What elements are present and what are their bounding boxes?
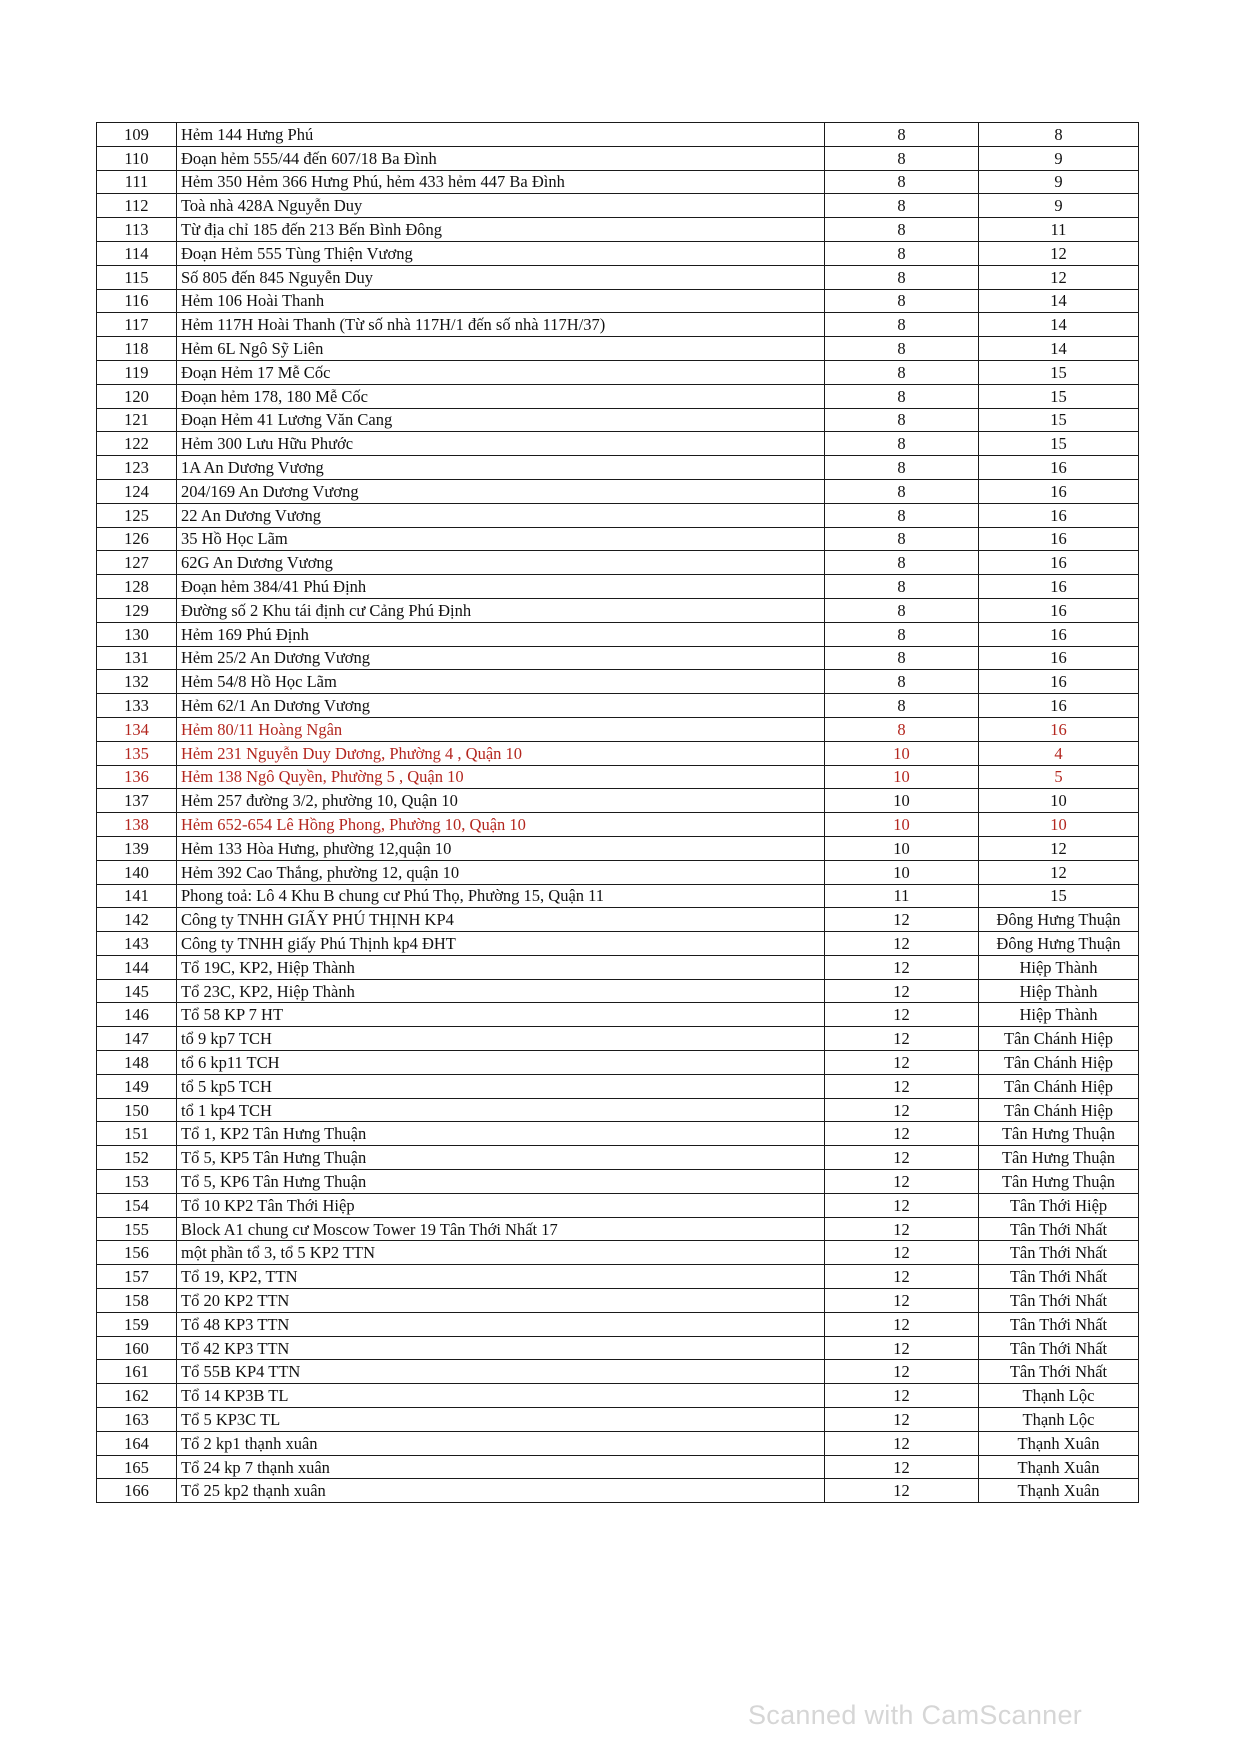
- table-row: [97, 146, 1139, 170]
- table-row: [97, 1479, 1139, 1503]
- table-row: [97, 741, 1139, 765]
- table-row: [97, 289, 1139, 313]
- district-cell: 8: [825, 265, 979, 289]
- location-name-cell: Tổ 19, KP2, TTN: [177, 1265, 825, 1289]
- row-number-cell: 116: [97, 289, 177, 313]
- location-name-cell: 1A An Dương Vương: [177, 456, 825, 480]
- location-name-cell: Tổ 5, KP5 Tân Hưng Thuận: [177, 1146, 825, 1170]
- location-table-body: [97, 123, 1139, 1503]
- row-number-cell: 122: [97, 432, 177, 456]
- location-name-cell: Hẻm 257 đường 3/2, phường 10, Quận 10: [177, 789, 825, 813]
- row-number-cell: 166: [97, 1479, 177, 1503]
- row-number-cell: 129: [97, 598, 177, 622]
- table-row: [97, 622, 1139, 646]
- district-cell: 8: [825, 456, 979, 480]
- location-name-cell: Đoạn Hẻm 555 Tùng Thiện Vương: [177, 241, 825, 265]
- ward-cell: Hiệp Thành: [979, 1003, 1139, 1027]
- district-cell: 8: [825, 622, 979, 646]
- location-name-cell: Đoạn Hẻm 17 Mễ Cốc: [177, 360, 825, 384]
- table-row: [97, 1431, 1139, 1455]
- ward-cell: 16: [979, 551, 1139, 575]
- table-row: [97, 955, 1139, 979]
- location-name-cell: 35 Hồ Học Lãm: [177, 527, 825, 551]
- ward-cell: 12: [979, 860, 1139, 884]
- table-row: [97, 1217, 1139, 1241]
- table-row: [97, 1241, 1139, 1265]
- ward-cell: Tân Thới Nhất: [979, 1312, 1139, 1336]
- table-row: [97, 1170, 1139, 1194]
- location-name-cell: Tổ 2 kp1 thạnh xuân: [177, 1431, 825, 1455]
- row-number-cell: 154: [97, 1193, 177, 1217]
- row-number-cell: 153: [97, 1170, 177, 1194]
- table-row: [97, 218, 1139, 242]
- row-number-cell: 160: [97, 1336, 177, 1360]
- ward-cell: 9: [979, 146, 1139, 170]
- location-name-cell: Hẻm 350 Hẻm 366 Hưng Phú, hẻm 433 hẻm 447 Ba Đình: [177, 170, 825, 194]
- district-cell: 10: [825, 741, 979, 765]
- location-name-cell: Tổ 5 KP3C TL: [177, 1408, 825, 1432]
- location-name-cell: Đoạn hẻm 555/44 đến 607/18 Ba Đình: [177, 146, 825, 170]
- ward-cell: 14: [979, 313, 1139, 337]
- ward-cell: 14: [979, 289, 1139, 313]
- ward-cell: 12: [979, 241, 1139, 265]
- ward-cell: Tân Thới Hiệp: [979, 1193, 1139, 1217]
- table-row: [97, 360, 1139, 384]
- ward-cell: Hiệp Thành: [979, 979, 1139, 1003]
- table-row: [97, 1455, 1139, 1479]
- ward-cell: Tân Hưng Thuận: [979, 1122, 1139, 1146]
- table-row: [97, 836, 1139, 860]
- table-row: [97, 979, 1139, 1003]
- table-row: [97, 1074, 1139, 1098]
- location-name-cell: 204/169 An Dương Vương: [177, 479, 825, 503]
- ward-cell: 16: [979, 694, 1139, 718]
- district-cell: 8: [825, 432, 979, 456]
- row-number-cell: 130: [97, 622, 177, 646]
- district-cell: 12: [825, 1360, 979, 1384]
- location-name-cell: Toà nhà 428A Nguyễn Duy: [177, 194, 825, 218]
- table-row: [97, 527, 1139, 551]
- table-row: [97, 765, 1139, 789]
- row-number-cell: 143: [97, 932, 177, 956]
- row-number-cell: 114: [97, 241, 177, 265]
- table-row: [97, 170, 1139, 194]
- table-row: [97, 717, 1139, 741]
- district-cell: 10: [825, 836, 979, 860]
- row-number-cell: 150: [97, 1098, 177, 1122]
- ward-cell: Tân Hưng Thuận: [979, 1170, 1139, 1194]
- location-name-cell: Hẻm 80/11 Hoàng Ngân: [177, 717, 825, 741]
- table-row: [97, 1098, 1139, 1122]
- row-number-cell: 148: [97, 1051, 177, 1075]
- ward-cell: Đông Hưng Thuận: [979, 908, 1139, 932]
- ward-cell: Tân Hưng Thuận: [979, 1146, 1139, 1170]
- row-number-cell: 156: [97, 1241, 177, 1265]
- location-table: [96, 122, 1139, 1503]
- location-name-cell: Hẻm 62/1 An Dương Vương: [177, 694, 825, 718]
- table-row: [97, 1146, 1139, 1170]
- table-row: [97, 241, 1139, 265]
- location-name-cell: Tổ 48 KP3 TTN: [177, 1312, 825, 1336]
- district-cell: 12: [825, 979, 979, 1003]
- location-name-cell: Tổ 58 KP 7 HT: [177, 1003, 825, 1027]
- location-name-cell: Đoạn Hẻm 41 Lương Văn Cang: [177, 408, 825, 432]
- district-cell: 8: [825, 170, 979, 194]
- row-number-cell: 159: [97, 1312, 177, 1336]
- table-row: [97, 1265, 1139, 1289]
- ward-cell: Thạnh Xuân: [979, 1455, 1139, 1479]
- district-cell: 12: [825, 1074, 979, 1098]
- district-cell: 12: [825, 1122, 979, 1146]
- district-cell: 12: [825, 955, 979, 979]
- row-number-cell: 127: [97, 551, 177, 575]
- location-name-cell: Tổ 10 KP2 Tân Thới Hiệp: [177, 1193, 825, 1217]
- row-number-cell: 124: [97, 479, 177, 503]
- ward-cell: 16: [979, 503, 1139, 527]
- district-cell: 12: [825, 1384, 979, 1408]
- district-cell: 12: [825, 908, 979, 932]
- district-cell: 8: [825, 598, 979, 622]
- district-cell: 12: [825, 1003, 979, 1027]
- scanner-watermark: Scanned with CamScanner: [748, 1700, 1083, 1730]
- row-number-cell: 135: [97, 741, 177, 765]
- location-name-cell: Tổ 25 kp2 thạnh xuân: [177, 1479, 825, 1503]
- row-number-cell: 136: [97, 765, 177, 789]
- ward-cell: 15: [979, 384, 1139, 408]
- table-row: [97, 479, 1139, 503]
- location-name-cell: Phong toả: Lô 4 Khu B chung cư Phú Thọ, Phường 15, Quận 11: [177, 884, 825, 908]
- row-number-cell: 138: [97, 813, 177, 837]
- district-cell: 12: [825, 1265, 979, 1289]
- ward-cell: Thạnh Xuân: [979, 1479, 1139, 1503]
- district-cell: 12: [825, 1051, 979, 1075]
- row-number-cell: 109: [97, 123, 177, 147]
- ward-cell: 16: [979, 598, 1139, 622]
- row-number-cell: 155: [97, 1217, 177, 1241]
- table-row: [97, 194, 1139, 218]
- ward-cell: Tân Thới Nhất: [979, 1336, 1139, 1360]
- district-cell: 8: [825, 408, 979, 432]
- table-row: [97, 1360, 1139, 1384]
- row-number-cell: 158: [97, 1289, 177, 1313]
- row-number-cell: 140: [97, 860, 177, 884]
- table-row: [97, 456, 1139, 480]
- row-number-cell: 149: [97, 1074, 177, 1098]
- district-cell: 12: [825, 1479, 979, 1503]
- location-name-cell: tổ 6 kp11 TCH: [177, 1051, 825, 1075]
- ward-cell: 16: [979, 575, 1139, 599]
- district-cell: 8: [825, 503, 979, 527]
- row-number-cell: 112: [97, 194, 177, 218]
- location-name-cell: Từ địa chỉ 185 đến 213 Bến Bình Đông: [177, 218, 825, 242]
- table-row: [97, 337, 1139, 361]
- district-cell: 11: [825, 884, 979, 908]
- district-cell: 12: [825, 1312, 979, 1336]
- ward-cell: 4: [979, 741, 1139, 765]
- ward-cell: 10: [979, 789, 1139, 813]
- district-cell: 12: [825, 1241, 979, 1265]
- ward-cell: Tân Thới Nhất: [979, 1265, 1139, 1289]
- row-number-cell: 147: [97, 1027, 177, 1051]
- district-cell: 12: [825, 1170, 979, 1194]
- row-number-cell: 125: [97, 503, 177, 527]
- location-name-cell: Hẻm 138 Ngô Quyền, Phường 5 , Quận 10: [177, 765, 825, 789]
- location-name-cell: Tổ 24 kp 7 thạnh xuân: [177, 1455, 825, 1479]
- row-number-cell: 132: [97, 670, 177, 694]
- table-row: [97, 1051, 1139, 1075]
- row-number-cell: 161: [97, 1360, 177, 1384]
- row-number-cell: 152: [97, 1146, 177, 1170]
- location-name-cell: Hẻm 6L Ngô Sỹ Liên: [177, 337, 825, 361]
- table-row: [97, 813, 1139, 837]
- row-number-cell: 133: [97, 694, 177, 718]
- ward-cell: Hiệp Thành: [979, 955, 1139, 979]
- location-name-cell: Hẻm 392 Cao Thắng, phường 12, quận 10: [177, 860, 825, 884]
- ward-cell: Tân Thới Nhất: [979, 1241, 1139, 1265]
- table-row: [97, 670, 1139, 694]
- table-row: [97, 551, 1139, 575]
- row-number-cell: 119: [97, 360, 177, 384]
- table-row: [97, 123, 1139, 147]
- location-name-cell: Đoạn hẻm 384/41 Phú Định: [177, 575, 825, 599]
- table-row: [97, 789, 1139, 813]
- row-number-cell: 139: [97, 836, 177, 860]
- ward-cell: 15: [979, 360, 1139, 384]
- table-row: [97, 694, 1139, 718]
- location-name-cell: Tổ 42 KP3 TTN: [177, 1336, 825, 1360]
- district-cell: 12: [825, 1098, 979, 1122]
- ward-cell: 8: [979, 123, 1139, 147]
- row-number-cell: 162: [97, 1384, 177, 1408]
- location-name-cell: Số 805 đến 845 Nguyễn Duy: [177, 265, 825, 289]
- ward-cell: Thạnh Lộc: [979, 1384, 1139, 1408]
- location-name-cell: Tổ 19C, KP2, Hiệp Thành: [177, 955, 825, 979]
- location-name-cell: Tổ 55B KP4 TTN: [177, 1360, 825, 1384]
- ward-cell: Thạnh Lộc: [979, 1408, 1139, 1432]
- location-name-cell: Công ty TNHH GIẤY PHÚ THỊNH KP4: [177, 908, 825, 932]
- ward-cell: 10: [979, 813, 1139, 837]
- row-number-cell: 126: [97, 527, 177, 551]
- ward-cell: 16: [979, 527, 1139, 551]
- location-name-cell: Hẻm 133 Hòa Hưng, phường 12,quận 10: [177, 836, 825, 860]
- location-name-cell: Hẻm 231 Nguyễn Duy Dương, Phường 4 , Quận 10: [177, 741, 825, 765]
- ward-cell: 16: [979, 456, 1139, 480]
- table-row: [97, 1336, 1139, 1360]
- row-number-cell: 110: [97, 146, 177, 170]
- location-name-cell: Hẻm 300 Lưu Hữu Phước: [177, 432, 825, 456]
- row-number-cell: 141: [97, 884, 177, 908]
- ward-cell: Tân Thới Nhất: [979, 1289, 1139, 1313]
- table-row: [97, 860, 1139, 884]
- district-cell: 10: [825, 789, 979, 813]
- table-row: [97, 1289, 1139, 1313]
- location-name-cell: Tổ 23C, KP2, Hiệp Thành: [177, 979, 825, 1003]
- ward-cell: 15: [979, 408, 1139, 432]
- row-number-cell: 137: [97, 789, 177, 813]
- location-name-cell: 62G An Dương Vương: [177, 551, 825, 575]
- district-cell: 8: [825, 337, 979, 361]
- district-cell: 8: [825, 313, 979, 337]
- location-name-cell: Tổ 1, KP2 Tân Hưng Thuận: [177, 1122, 825, 1146]
- district-cell: 8: [825, 146, 979, 170]
- row-number-cell: 131: [97, 646, 177, 670]
- table-row: [97, 1384, 1139, 1408]
- table-row: [97, 432, 1139, 456]
- row-number-cell: 111: [97, 170, 177, 194]
- row-number-cell: 113: [97, 218, 177, 242]
- row-number-cell: 151: [97, 1122, 177, 1146]
- table-row: [97, 646, 1139, 670]
- ward-cell: 16: [979, 646, 1139, 670]
- row-number-cell: 146: [97, 1003, 177, 1027]
- location-name-cell: Tổ 14 KP3B TL: [177, 1384, 825, 1408]
- row-number-cell: 144: [97, 955, 177, 979]
- ward-cell: 12: [979, 265, 1139, 289]
- row-number-cell: 117: [97, 313, 177, 337]
- ward-cell: Tân Chánh Hiệp: [979, 1051, 1139, 1075]
- location-name-cell: Đoạn hẻm 178, 180 Mễ Cốc: [177, 384, 825, 408]
- table-row: [97, 884, 1139, 908]
- table-row: [97, 1312, 1139, 1336]
- table-row: [97, 575, 1139, 599]
- row-number-cell: 121: [97, 408, 177, 432]
- location-name-cell: tổ 5 kp5 TCH: [177, 1074, 825, 1098]
- district-cell: 8: [825, 384, 979, 408]
- ward-cell: 12: [979, 836, 1139, 860]
- district-cell: 12: [825, 1217, 979, 1241]
- ward-cell: 16: [979, 479, 1139, 503]
- district-cell: 12: [825, 1027, 979, 1051]
- district-cell: 8: [825, 551, 979, 575]
- table-row: [97, 932, 1139, 956]
- table-row: [97, 1408, 1139, 1432]
- district-cell: 12: [825, 1431, 979, 1455]
- district-cell: 10: [825, 813, 979, 837]
- table-row: [97, 598, 1139, 622]
- location-name-cell: Đường số 2 Khu tái định cư Cảng Phú Định: [177, 598, 825, 622]
- row-number-cell: 123: [97, 456, 177, 480]
- table-row: [97, 908, 1139, 932]
- ward-cell: 11: [979, 218, 1139, 242]
- ward-cell: Tân Thới Nhất: [979, 1217, 1139, 1241]
- table-row: [97, 503, 1139, 527]
- location-name-cell: Hẻm 106 Hoài Thanh: [177, 289, 825, 313]
- location-name-cell: Hẻm 25/2 An Dương Vương: [177, 646, 825, 670]
- ward-cell: Thạnh Xuân: [979, 1431, 1139, 1455]
- table-row: [97, 408, 1139, 432]
- ward-cell: 15: [979, 432, 1139, 456]
- table-row: [97, 1027, 1139, 1051]
- location-name-cell: Hẻm 117H Hoài Thanh (Từ số nhà 117H/1 đến số nhà 117H/37): [177, 313, 825, 337]
- location-name-cell: Tổ 20 KP2 TTN: [177, 1289, 825, 1313]
- row-number-cell: 118: [97, 337, 177, 361]
- row-number-cell: 134: [97, 717, 177, 741]
- table-row: [97, 1193, 1139, 1217]
- district-cell: 12: [825, 1193, 979, 1217]
- district-cell: 12: [825, 1289, 979, 1313]
- ward-cell: Tân Thới Nhất: [979, 1360, 1139, 1384]
- row-number-cell: 163: [97, 1408, 177, 1432]
- location-name-cell: Hẻm 169 Phú Định: [177, 622, 825, 646]
- row-number-cell: 145: [97, 979, 177, 1003]
- ward-cell: 5: [979, 765, 1139, 789]
- ward-cell: Tân Chánh Hiệp: [979, 1027, 1139, 1051]
- location-name-cell: Hẻm 54/8 Hồ Học Lãm: [177, 670, 825, 694]
- ward-cell: 14: [979, 337, 1139, 361]
- table-row: [97, 313, 1139, 337]
- district-cell: 8: [825, 717, 979, 741]
- district-cell: 8: [825, 575, 979, 599]
- ward-cell: 16: [979, 717, 1139, 741]
- ward-cell: Tân Chánh Hiệp: [979, 1098, 1139, 1122]
- district-cell: 12: [825, 1455, 979, 1479]
- district-cell: 12: [825, 1146, 979, 1170]
- district-cell: 8: [825, 360, 979, 384]
- ward-cell: 15: [979, 884, 1139, 908]
- district-cell: 8: [825, 694, 979, 718]
- district-cell: 8: [825, 194, 979, 218]
- row-number-cell: 120: [97, 384, 177, 408]
- location-name-cell: một phần tổ 3, tổ 5 KP2 TTN: [177, 1241, 825, 1265]
- district-cell: 8: [825, 670, 979, 694]
- table-row: [97, 384, 1139, 408]
- location-name-cell: Tổ 5, KP6 Tân Hưng Thuận: [177, 1170, 825, 1194]
- ward-cell: 9: [979, 194, 1139, 218]
- location-name-cell: tổ 1 kp4 TCH: [177, 1098, 825, 1122]
- ward-cell: Đông Hưng Thuận: [979, 932, 1139, 956]
- district-cell: 10: [825, 765, 979, 789]
- ward-cell: Tân Chánh Hiệp: [979, 1074, 1139, 1098]
- district-cell: 10: [825, 860, 979, 884]
- location-name-cell: Hẻm 144 Hưng Phú: [177, 123, 825, 147]
- row-number-cell: 164: [97, 1431, 177, 1455]
- table-row: [97, 1122, 1139, 1146]
- district-cell: 12: [825, 932, 979, 956]
- row-number-cell: 142: [97, 908, 177, 932]
- table-row: [97, 1003, 1139, 1027]
- location-name-cell: Hẻm 652-654 Lê Hồng Phong, Phường 10, Quận 10: [177, 813, 825, 837]
- district-cell: 8: [825, 527, 979, 551]
- ward-cell: 16: [979, 622, 1139, 646]
- row-number-cell: 128: [97, 575, 177, 599]
- location-name-cell: 22 An Dương Vương: [177, 503, 825, 527]
- district-cell: 12: [825, 1408, 979, 1432]
- location-name-cell: Block A1 chung cư Moscow Tower 19 Tân Thới Nhất 17: [177, 1217, 825, 1241]
- ward-cell: 9: [979, 170, 1139, 194]
- district-cell: 8: [825, 123, 979, 147]
- district-cell: 8: [825, 646, 979, 670]
- district-cell: 8: [825, 218, 979, 242]
- district-cell: 8: [825, 241, 979, 265]
- row-number-cell: 115: [97, 265, 177, 289]
- location-name-cell: Công ty TNHH giấy Phú Thịnh kp4 ĐHT: [177, 932, 825, 956]
- district-cell: 8: [825, 289, 979, 313]
- district-cell: 8: [825, 479, 979, 503]
- row-number-cell: 165: [97, 1455, 177, 1479]
- table-row: [97, 265, 1139, 289]
- ward-cell: 16: [979, 670, 1139, 694]
- location-name-cell: tổ 9 kp7 TCH: [177, 1027, 825, 1051]
- row-number-cell: 157: [97, 1265, 177, 1289]
- district-cell: 12: [825, 1336, 979, 1360]
